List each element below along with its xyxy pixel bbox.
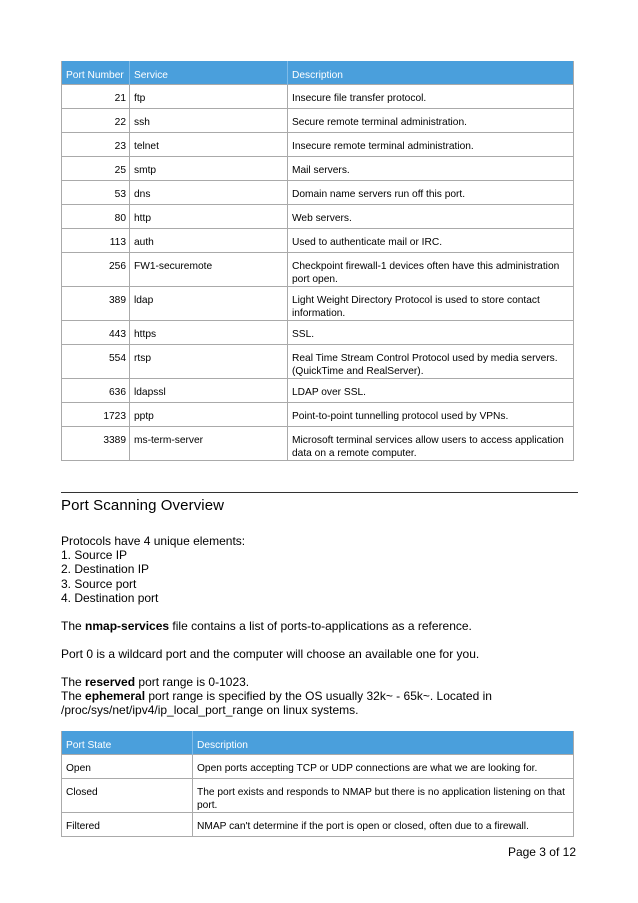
section-heading: Port Scanning Overview (61, 497, 225, 514)
service-cell: ssh (130, 108, 288, 132)
text: port range is specified by the OS usually 32k~ - 65k~. Located in /proc/sys/net/ipv4/ip_local_port_range on linux systems. (61, 689, 492, 718)
table-row (62, 252, 574, 286)
header-description: Description (288, 61, 574, 84)
port-state-cell: Open (62, 754, 193, 778)
header-state-description: Description (193, 731, 574, 754)
port-number-cell: 443 (62, 320, 130, 344)
port-number-cell: 256 (62, 252, 130, 286)
ports-table-header (62, 61, 574, 84)
table-row (62, 402, 574, 426)
description-cell: Real Time Stream Control Protocol used by media servers. (QuickTime and RealServer). (288, 344, 574, 378)
text: The (61, 675, 86, 689)
service-cell: FW1-securemote (130, 252, 288, 286)
table-row (62, 84, 574, 108)
text: The (61, 619, 86, 633)
table-row (62, 228, 574, 252)
service-cell: ms-term-server (130, 426, 288, 460)
header-port-number: Port Number (62, 61, 130, 84)
ephemeral-term: ephemeral (85, 689, 146, 703)
text: The (61, 689, 86, 703)
section-divider (61, 492, 578, 493)
port-number-cell: 636 (62, 378, 130, 402)
port-number-cell: 80 (62, 204, 130, 228)
table-row (62, 286, 574, 320)
nmap-services-term: nmap-services (85, 619, 170, 633)
port-states-table (61, 731, 574, 837)
list-item: 2. Destination IP (61, 562, 150, 577)
states-table-body (62, 754, 574, 836)
ephemeral-paragraph (61, 689, 576, 718)
service-cell: dns (130, 180, 288, 204)
description-cell: LDAP over SSL. (288, 378, 574, 402)
service-cell: smtp (130, 156, 288, 180)
reserved-term: reserved (85, 675, 136, 689)
port-number-cell: 1723 (62, 402, 130, 426)
description-cell: SSL. (288, 320, 574, 344)
service-cell: http (130, 204, 288, 228)
service-cell: https (130, 320, 288, 344)
text: port range is 0-1023. (135, 675, 250, 689)
port-number-cell: 23 (62, 132, 130, 156)
table-row (62, 778, 574, 812)
header-service: Service (130, 61, 288, 84)
protocols-intro: Protocols have 4 unique elements: (61, 534, 246, 548)
table-row (62, 132, 574, 156)
port-number-cell: 389 (62, 286, 130, 320)
service-cell: auth (130, 228, 288, 252)
protocol-elements-list (61, 548, 581, 605)
nmap-services-paragraph (61, 619, 581, 633)
table-row (62, 180, 574, 204)
port-number-cell: 53 (62, 180, 130, 204)
states-table-header (62, 731, 574, 754)
page-number: Page 3 of 12 (507, 845, 576, 859)
description-cell: Insecure file transfer protocol. (288, 84, 574, 108)
service-cell: ftp (130, 84, 288, 108)
port-number-cell: 554 (62, 344, 130, 378)
port-state-cell: Closed (62, 778, 193, 812)
table-row (62, 204, 574, 228)
description-cell: Web servers. (288, 204, 574, 228)
service-cell: ldap (130, 286, 288, 320)
ports-table (61, 61, 574, 461)
table-row (62, 344, 574, 378)
table-row (62, 156, 574, 180)
port-state-cell: Filtered (62, 812, 193, 836)
table-row (62, 426, 574, 460)
table-row (62, 378, 574, 402)
state-description-cell: The port exists and responds to NMAP but there is no application listening on that port. (193, 778, 574, 812)
port-number-cell: 21 (62, 84, 130, 108)
description-cell: Insecure remote terminal administration. (288, 132, 574, 156)
port-number-cell: 22 (62, 108, 130, 132)
header-port-state: Port State (62, 731, 193, 754)
description-cell: Mail servers. (288, 156, 574, 180)
description-cell: Used to authenticate mail or IRC. (288, 228, 574, 252)
list-item: 3. Source port (61, 576, 137, 591)
description-cell: Light Weight Directory Protocol is used to store contact information. (288, 286, 574, 320)
text: file contains a list of ports-to-applications as a reference. (169, 619, 472, 633)
service-cell: telnet (130, 132, 288, 156)
list-item: 4. Destination port (61, 590, 159, 605)
table-row (62, 320, 574, 344)
state-description-cell: NMAP can't determine if the port is open or closed, often due to a firewall. (193, 812, 574, 836)
port-number-cell: 3389 (62, 426, 130, 460)
service-cell: rtsp (130, 344, 288, 378)
service-cell: pptp (130, 402, 288, 426)
description-cell: Checkpoint firewall-1 devices often have this administration port open. (288, 252, 574, 286)
port-number-cell: 113 (62, 228, 130, 252)
table-row (62, 754, 574, 778)
list-item: 1. Source IP (61, 548, 128, 562)
description-cell: Secure remote terminal administration. (288, 108, 574, 132)
description-cell: Point-to-point tunnelling protocol used by VPNs. (288, 402, 574, 426)
table-row (62, 108, 574, 132)
port-number-cell: 25 (62, 156, 130, 180)
service-cell: ldapssl (130, 378, 288, 402)
state-description-cell: Open ports accepting TCP or UDP connections are what we are looking for. (193, 754, 574, 778)
table-row (62, 812, 574, 836)
reserved-paragraph (61, 675, 581, 689)
description-cell: Domain name servers run off this port. (288, 180, 574, 204)
ports-table-body (62, 84, 574, 460)
port-zero-paragraph: Port 0 is a wildcard port and the computer will choose an available one for you. (61, 647, 480, 661)
description-cell: Microsoft terminal services allow users to access application data on a remote computer. (288, 426, 574, 460)
